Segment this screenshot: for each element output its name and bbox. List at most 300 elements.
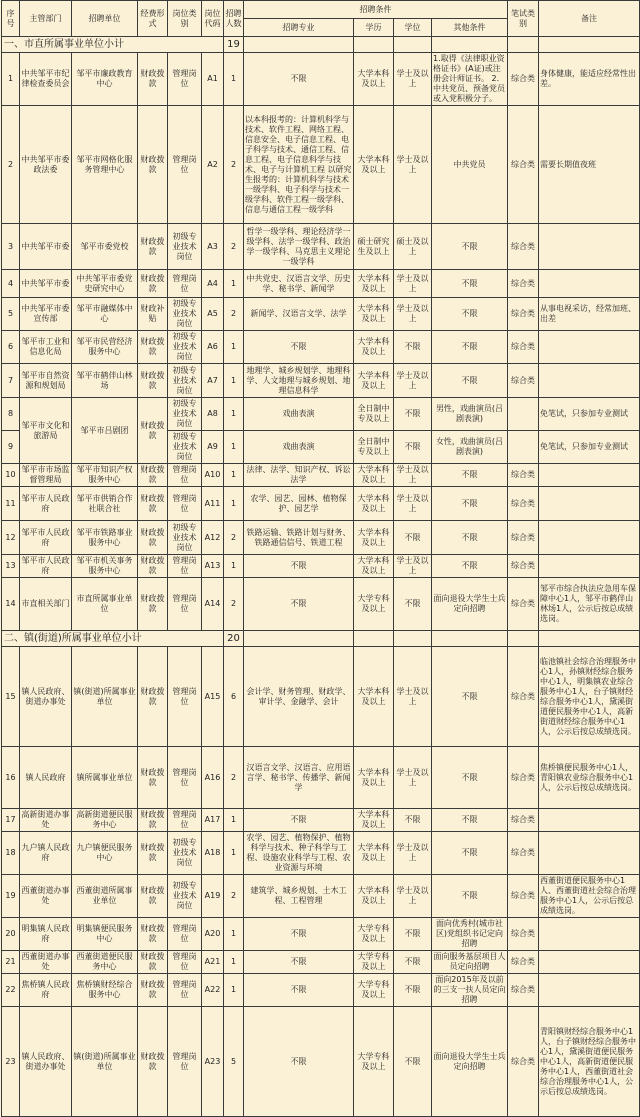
cell-seq: 17 (2, 809, 20, 832)
cell-funding: 财政拨款 (138, 521, 168, 555)
cell-unit: 镇(街道)所属事业单位 (72, 647, 138, 747)
cell-count: 2 (224, 875, 244, 918)
cell-seq: 20 (2, 918, 20, 951)
cell-degree: 不限 (394, 974, 432, 1007)
cell-funding: 财政拨款 (138, 487, 168, 521)
cell-other: 不限 (432, 809, 508, 832)
cell-unit: 西董街道便民服务中心 (72, 951, 138, 974)
cell-dept: 中共邹平市委 (20, 224, 72, 270)
cell-degree: 学士及以上 (394, 747, 432, 809)
cell-education: 大学本科及以上 (354, 521, 394, 555)
cell-post-type: 初级专业技术岗位 (168, 521, 202, 555)
cell-other: 女性，戏曲演员(吕剧表演) (432, 431, 508, 464)
recruitment-table (1, 0, 640, 1117)
cell-funding: 财政拨款 (138, 747, 168, 809)
cell-remark: 西董街道便民服务中心1人、西董街道社会综合治理服务中心1人，公示后按总成绩选岗。 (539, 875, 640, 918)
cell-exam: 综合类 (508, 647, 539, 747)
cell-funding: 财政拨款 (138, 270, 168, 298)
cell-dept: 西董街道办事处 (20, 875, 72, 918)
section-subtotal-row (2, 631, 640, 647)
cell-remark: 青阳镇财经综合服务中心1人，台子镇财经综合服务中心1人，黛溪街道便民服务中心1人，高新街道便民服务中心1人，西董街道社会综合治理服务中心1人，公示后按总成绩选岗。 (539, 1007, 640, 1117)
table-row (2, 875, 640, 918)
table-row (2, 578, 640, 631)
cell-post-code: A12 (202, 521, 224, 555)
cell-education: 大学本科及以上 (354, 832, 394, 875)
section-count: 20 (224, 631, 244, 647)
cell-count: 1 (224, 331, 244, 364)
cell-other: 面向服务基层项目人员定向招聘 (432, 951, 508, 974)
cell-degree: 学士及以上 (394, 832, 432, 875)
cell-dept: 邹平市人民政府 (20, 487, 72, 521)
cell-degree: 不限 (394, 951, 432, 974)
cell-remark (539, 974, 640, 1007)
cell-major: 不限 (244, 951, 354, 974)
cell-degree: 不限 (394, 809, 432, 832)
cell-post-code: A13 (202, 555, 224, 578)
cell-remark (539, 809, 640, 832)
cell-funding: 财政拨款 (138, 464, 168, 487)
cell-dept: 中共邹平市纪律检查委员会 (20, 53, 72, 106)
cell-post-code: A7 (202, 364, 224, 398)
cell-degree: 学士及以上 (394, 875, 432, 918)
table-row (2, 270, 640, 298)
cell-post-code: A11 (202, 487, 224, 521)
cell-funding: 财政拨款 (138, 331, 168, 364)
cell-dept: 邹平市人民政府 (20, 521, 72, 555)
cell-funding: 财政拨款 (138, 53, 168, 106)
cell-post-type: 管理岗位 (168, 1007, 202, 1117)
header-seq: 序号 (2, 1, 20, 37)
cell-unit: 明集镇便民服务中心 (72, 918, 138, 951)
cell-seq: 23 (2, 1007, 20, 1117)
table-row (2, 521, 640, 555)
cell-other: 不限 (432, 464, 508, 487)
cell-seq: 13 (2, 555, 20, 578)
cell-major: 地理学、城乡规划学、地理科学、人文地理与城乡规划、地理信息科学 (244, 364, 354, 398)
cell-major: 新闻学、汉语言文学、法学 (244, 298, 354, 331)
cell-funding: 财政拨款 (138, 918, 168, 951)
cell-count: 1 (224, 270, 244, 298)
cell-major: 不限 (244, 974, 354, 1007)
cell-education: 大学本科及以上 (354, 331, 394, 364)
section-title: 二、镇(街道)所属事业单位小计 (2, 631, 224, 647)
cell-seq: 5 (2, 298, 20, 331)
cell-dept: 镇人民政府 (20, 747, 72, 809)
cell-seq: 1 (2, 53, 20, 106)
cell-seq: 3 (2, 224, 20, 270)
cell-count: 2 (224, 298, 244, 331)
cell-seq: 15 (2, 647, 20, 747)
cell-dept: 高新街道办事处 (20, 809, 72, 832)
cell-other: 不限 (432, 270, 508, 298)
header-remark: 备注 (539, 1, 640, 37)
cell-other: 男性，戏曲演员(吕剧表演) (432, 398, 508, 431)
cell-post-type: 管理岗位 (168, 578, 202, 631)
cell-remark (539, 555, 640, 578)
cell-funding: 财政拨款 (138, 398, 168, 464)
table-row (2, 464, 640, 487)
cell-remark (539, 832, 640, 875)
cell-funding: 财政拨款 (138, 809, 168, 832)
cell-education: 大学本科及以上 (354, 555, 394, 578)
cell-count: 1 (224, 431, 244, 464)
cell-degree: 不限 (394, 918, 432, 951)
cell-dept: 中共邹平市委宣传部 (20, 298, 72, 331)
cell-funding: 财政拨款 (138, 974, 168, 1007)
cell-exam: 综合类 (508, 464, 539, 487)
cell-post-code: A10 (202, 464, 224, 487)
cell-other: 面向退役大学生士兵定向招聘 (432, 578, 508, 631)
cell-other: 不限 (432, 647, 508, 747)
cell-post-code: A23 (202, 1007, 224, 1117)
cell-count: 2 (224, 106, 244, 224)
cell-remark (539, 487, 640, 521)
cell-other: 面向退役大学生士兵定向招聘 (432, 1007, 508, 1117)
cell-remark (539, 224, 640, 270)
cell-post-code: A4 (202, 270, 224, 298)
cell-post-type: 管理岗位 (168, 555, 202, 578)
cell-dept: 邹平市文化和旅游局 (20, 398, 72, 464)
table-row (2, 832, 640, 875)
cell-major: 铁路运输、铁路计划与财务、铁路通信信号、铁道工程 (244, 521, 354, 555)
cell-major: 汉语言文学、汉语言、应用语言学、秘书学、传播学、新闻学 (244, 747, 354, 809)
cell-post-type: 初级专业技术岗位 (168, 298, 202, 331)
cell-exam (508, 431, 539, 464)
cell-exam: 综合类 (508, 875, 539, 918)
cell-post-type: 管理岗位 (168, 918, 202, 951)
cell-post-code: A16 (202, 747, 224, 809)
cell-count: 1 (224, 918, 244, 951)
cell-exam: 综合类 (508, 951, 539, 974)
table-row (2, 331, 640, 364)
cell-exam (508, 398, 539, 431)
cell-unit: 邹平市网格化服务管理中心 (72, 106, 138, 224)
cell-remark: 临池镇社会综合治理服务中心1人，孙镇财经综合服务中心1人，明集镇农业综合服务中心1人，台子镇财经综合服务中心1人，黛溪街道便民服务中心1人，高新街道财经综合服务中心1人，公示后按总成绩选岗。 (539, 647, 640, 747)
cell-seq: 19 (2, 875, 20, 918)
cell-post-type: 管理岗位 (168, 106, 202, 224)
header-education: 学历 (354, 19, 394, 37)
cell-exam: 综合类 (508, 487, 539, 521)
cell-dept: 邹平市自然资源和规划局 (20, 364, 72, 398)
cell-unit: 邹平市融媒体中心 (72, 298, 138, 331)
cell-degree: 学士及以上 (394, 364, 432, 398)
cell-post-type: 初级专业技术岗位 (168, 875, 202, 918)
cell-seq: 9 (2, 431, 20, 464)
cell-education: 大学本科及以上 (354, 647, 394, 747)
cell-major: 农学、园艺、园林、植物保护、园艺学 (244, 487, 354, 521)
cell-funding: 财政拨款 (138, 951, 168, 974)
cell-post-code: A5 (202, 298, 224, 331)
cell-exam: 综合类 (508, 106, 539, 224)
cell-exam: 综合类 (508, 974, 539, 1007)
cell-post-code: A2 (202, 106, 224, 224)
cell-remark: 从事电视采访，经常加班、出差 (539, 298, 640, 331)
table-row (2, 974, 640, 1007)
cell-count: 1 (224, 832, 244, 875)
cell-count: 2 (224, 747, 244, 809)
cell-unit: 市直所属事业单位 (72, 578, 138, 631)
cell-dept: 西董街道办事处 (20, 951, 72, 974)
cell-remark (539, 464, 640, 487)
header-other: 其他条件 (432, 19, 508, 37)
cell-unit: 邹平市委党校 (72, 224, 138, 270)
cell-education: 大学专科及以上 (354, 951, 394, 974)
cell-unit: 邹平市机关事务服务中心 (72, 555, 138, 578)
cell-remark: 免笔试，只参加专业测试 (539, 431, 640, 464)
cell-dept: 明集镇人民政府 (20, 918, 72, 951)
cell-other: 面向优秀村(城市社区)党组织书记定向招聘 (432, 918, 508, 951)
cell-other: 不限 (432, 747, 508, 809)
cell-education: 大学本科及以上 (354, 53, 394, 106)
cell-major: 中共党史、汉语言文学、历史学、秘书学、新闻学 (244, 270, 354, 298)
cell-exam: 综合类 (508, 364, 539, 398)
cell-dept: 焦桥镇人民政府 (20, 974, 72, 1007)
cell-exam: 综合类 (508, 1007, 539, 1117)
cell-post-type: 初级专业技术岗位 (168, 832, 202, 875)
cell-post-code: A14 (202, 578, 224, 631)
cell-major: 建筑学、城乡规划、土木工程、工程管理 (244, 875, 354, 918)
cell-remark: 免笔试，只参加专业测试 (539, 398, 640, 431)
cell-other: 中共党员 (432, 106, 508, 224)
cell-exam: 综合类 (508, 331, 539, 364)
cell-funding: 财政拨款 (138, 875, 168, 918)
cell-remark: 邹平市综合执法应急用车保障中心1人，邹平市鹤伴山林场1人，公示后按总成绩选岗。 (539, 578, 640, 631)
cell-degree: 学士及以上 (394, 647, 432, 747)
cell-other: 不限 (432, 487, 508, 521)
cell-post-code: A20 (202, 918, 224, 951)
cell-post-type: 管理岗位 (168, 974, 202, 1007)
cell-remark: 身体健康，能适应经常性出差。 (539, 53, 640, 106)
cell-degree: 不限 (394, 398, 432, 431)
cell-dept: 中共邹平市委政法委 (20, 106, 72, 224)
cell-post-code: A9 (202, 431, 224, 464)
cell-remark (539, 364, 640, 398)
cell-funding: 财政拨款 (138, 832, 168, 875)
cell-remark: 焦桥镇便民服务中心1人，青阳镇农业综合服务中心1人，公示后按总成绩选岗。 (539, 747, 640, 809)
cell-other: 不限 (432, 331, 508, 364)
cell-post-type: 管理岗位 (168, 951, 202, 974)
cell-major: 不限 (244, 331, 354, 364)
cell-education: 硕士研究生及以上 (354, 224, 394, 270)
header-conditions: 招聘条件 (244, 1, 508, 19)
cell-remark (539, 270, 640, 298)
cell-count: 1 (224, 464, 244, 487)
cell-education: 大学本科及以上 (354, 364, 394, 398)
cell-unit: 邹平市廉政教育中心 (72, 53, 138, 106)
cell-major: 以本科报考的：计算机科学与技术、软件工程、网络工程、信息安全、电子信息工程、电子科学与技术、通信工程、信息工程、电子信息科学与技术、电子与计算机工程 以研究生报考的：计算机科学与技术一级学科、电子科学与技术一级学科、软件工程一级学科、信息与通信工程一级学科 (244, 106, 354, 224)
table-body (2, 37, 640, 1117)
cell-degree: 学士及以上 (394, 106, 432, 224)
cell-count: 5 (224, 1007, 244, 1117)
cell-exam: 综合类 (508, 270, 539, 298)
cell-post-type: 初级专业技术岗位 (168, 431, 202, 464)
cell-unit: 镇所属事业单位 (72, 747, 138, 809)
cell-post-code: A15 (202, 647, 224, 747)
cell-post-type: 初级专业技术岗位 (168, 364, 202, 398)
cell-funding: 财政拨款 (138, 224, 168, 270)
cell-major: 不限 (244, 53, 354, 106)
cell-exam: 综合类 (508, 747, 539, 809)
table-row (2, 951, 640, 974)
cell-unit: 焦桥镇财经综合服务中心 (72, 974, 138, 1007)
cell-major: 不限 (244, 809, 354, 832)
cell-education: 大学本科及以上 (354, 809, 394, 832)
cell-seq: 10 (2, 464, 20, 487)
cell-dept: 邹平市人民政府 (20, 555, 72, 578)
cell-unit: 邹平市民营经济服务中心 (72, 331, 138, 364)
cell-post-code: A21 (202, 951, 224, 974)
cell-count: 1 (224, 398, 244, 431)
cell-post-type: 管理岗位 (168, 487, 202, 521)
header-unit: 招聘单位 (72, 1, 138, 37)
table-row (2, 298, 640, 331)
cell-major: 会计学、财务管理、财政学、审计学、金融学、会计 (244, 647, 354, 747)
cell-post-code: A18 (202, 832, 224, 875)
cell-count: 1 (224, 53, 244, 106)
cell-seq: 2 (2, 106, 20, 224)
table-row (2, 398, 640, 431)
cell-education: 大学专科及以上 (354, 578, 394, 631)
table-row (2, 364, 640, 398)
cell-degree: 不限 (394, 521, 432, 555)
section-count: 19 (224, 37, 244, 53)
cell-other: 不限 (432, 832, 508, 875)
table-row (2, 918, 640, 951)
cell-education: 大学本科及以上 (354, 270, 394, 298)
cell-dept: 市直相关部门 (20, 578, 72, 631)
cell-post-code: A19 (202, 875, 224, 918)
table-row (2, 747, 640, 809)
cell-post-type: 管理岗位 (168, 747, 202, 809)
table-row (2, 1007, 640, 1117)
header-major: 招聘专业 (244, 19, 354, 37)
cell-major: 农学、园艺、植物保护、植物科学与技术、种子科学与工程、设施农业科学与工程、农业资源与环境 (244, 832, 354, 875)
cell-post-code: A8 (202, 398, 224, 431)
cell-exam: 综合类 (508, 53, 539, 106)
cell-major: 戏曲表演 (244, 398, 354, 431)
header-post-type: 岗位类别 (168, 1, 202, 37)
cell-funding: 财政拨款 (138, 364, 168, 398)
cell-degree: 硕士及以上 (394, 224, 432, 270)
cell-dept: 邹平市市场监督管理局 (20, 464, 72, 487)
cell-degree: 学士及以上 (394, 464, 432, 487)
cell-major: 戏曲表演 (244, 431, 354, 464)
cell-major: 不限 (244, 578, 354, 631)
cell-seq: 11 (2, 487, 20, 521)
header-count: 招聘人数 (224, 1, 244, 37)
table-row (2, 106, 640, 224)
cell-degree: 学士及以上 (394, 53, 432, 106)
header-dept: 主管部门 (20, 1, 72, 37)
cell-exam: 综合类 (508, 809, 539, 832)
cell-exam: 综合类 (508, 298, 539, 331)
cell-funding: 财政拨款 (138, 106, 168, 224)
cell-dept: 镇人民政府、街道办事处 (20, 1007, 72, 1117)
cell-education: 大学本科及以上 (354, 106, 394, 224)
cell-education: 大学本科及以上 (354, 464, 394, 487)
cell-exam: 综合类 (508, 555, 539, 578)
cell-seq: 7 (2, 364, 20, 398)
cell-degree: 不限 (394, 1007, 432, 1117)
cell-education: 大学本科及以上 (354, 298, 394, 331)
cell-dept: 九户镇人民政府 (20, 832, 72, 875)
cell-count: 2 (224, 521, 244, 555)
cell-funding: 财政拨款 (138, 647, 168, 747)
cell-post-type: 管理岗位 (168, 464, 202, 487)
table-row (2, 224, 640, 270)
cell-unit: 邹平市供销合作社联合社 (72, 487, 138, 521)
cell-education: 大学专科及以上 (354, 918, 394, 951)
section-title: 一、市直所属事业单位小计 (2, 37, 224, 53)
cell-degree: 不限 (394, 578, 432, 631)
cell-unit: 镇(街道)所属事业单位 (72, 1007, 138, 1117)
cell-major: 法律、法学、知识产权、诉讼法学 (244, 464, 354, 487)
cell-education: 全日制中专及以上 (354, 431, 394, 464)
cell-post-type: 初级专业技术岗位 (168, 398, 202, 431)
table-row (2, 53, 640, 106)
table-row (2, 555, 640, 578)
cell-seq: 21 (2, 951, 20, 974)
cell-major: 哲学一级学科、理论经济学一级学科、法学一级学科、政治学一级学科、马克思主义理论一级学科 (244, 224, 354, 270)
cell-funding: 财政补贴 (138, 298, 168, 331)
cell-degree: 学士及以上 (394, 270, 432, 298)
cell-count: 1 (224, 364, 244, 398)
cell-degree: 不限 (394, 331, 432, 364)
cell-seq: 14 (2, 578, 20, 631)
cell-seq: 12 (2, 521, 20, 555)
cell-education: 大学本科及以上 (354, 875, 394, 918)
cell-seq: 6 (2, 331, 20, 364)
header-funding: 经费形式 (138, 1, 168, 37)
cell-count: 6 (224, 647, 244, 747)
cell-count: 1 (224, 974, 244, 1007)
cell-count: 1 (224, 487, 244, 521)
cell-post-code: A22 (202, 974, 224, 1007)
header-degree: 学位 (394, 19, 432, 37)
cell-seq: 22 (2, 974, 20, 1007)
cell-seq: 4 (2, 270, 20, 298)
cell-count: 1 (224, 809, 244, 832)
header-exam: 笔试类别 (508, 1, 539, 37)
cell-other: 1.取得《法律职业资格证书》(A证)或注册会计师证书。 2.中共党员、预备党员或入党积极分子。 (432, 53, 508, 106)
cell-count: 2 (224, 224, 244, 270)
cell-education: 大学本科及以上 (354, 487, 394, 521)
cell-unit: 邹平市吕剧团 (72, 398, 138, 464)
cell-post-type: 管理岗位 (168, 809, 202, 832)
cell-unit: 邹平市知识产权服务中心 (72, 464, 138, 487)
cell-degree: 学士及以上 (394, 487, 432, 521)
cell-unit: 邹平市铁路事业服务中心 (72, 521, 138, 555)
cell-post-type: 管理岗位 (168, 270, 202, 298)
cell-post-type: 管理岗位 (168, 53, 202, 106)
cell-exam: 综合类 (508, 521, 539, 555)
cell-remark (539, 951, 640, 974)
cell-seq: 16 (2, 747, 20, 809)
cell-remark (539, 521, 640, 555)
cell-funding: 财政拨款 (138, 578, 168, 631)
cell-remark (539, 331, 640, 364)
cell-exam: 综合类 (508, 918, 539, 951)
cell-unit: 中共邹平市委党史研究中心 (72, 270, 138, 298)
cell-count: 1 (224, 555, 244, 578)
table-row (2, 487, 640, 521)
cell-other: 不限 (432, 555, 508, 578)
cell-major: 不限 (244, 918, 354, 951)
cell-unit: 高新街道便民服务中心 (72, 809, 138, 832)
cell-major: 不限 (244, 555, 354, 578)
cell-other: 不限 (432, 875, 508, 918)
cell-post-code: A6 (202, 331, 224, 364)
